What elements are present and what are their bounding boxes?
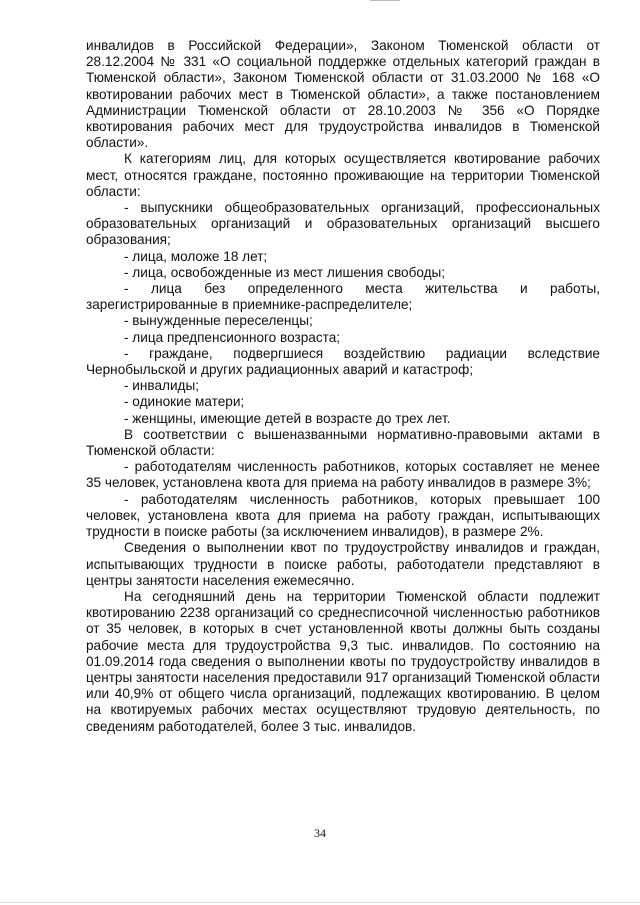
list-item-quota-disabled: - работодателям численность работников, которых составляет не менее 35 человек, установлена квота для приема на работу инвалидов в размере 3%;: [86, 459, 600, 491]
list-item: - лица, освобожденные из мест лишения свободы;: [124, 264, 446, 280]
list-item: - вынужденные переселенцы;: [124, 313, 313, 329]
paragraph-statistics: На сегодняшний день на территории Тюменской области подлежит квотированию 2238 организаций со среднесписочной численностью работников от 35 человек, в которых в счет установленной квоты должны быть созданы рабочие места для трудоустройства 9,3 тыс. инвалидов. По состоянию на 01.09.2014 года сведения о выполнении квоты по трудоустройству инвалидов в центры занятости населения предоставили 917 организаций Тюменской области или 40,9% от общего числа организаций, подлежащих квотированию. В целом на квотируемых рабочих местах осуществляют трудовую деятельность, по сведениям работодателей, более 3 тыс. инвалидов.: [86, 588, 600, 734]
paragraph-reporting: Сведения о выполнении квот по трудоустройству инвалидов и граждан, испытывающих трудности в поиске работы, работодатели представляют в центры занятости населения ежемесячно.: [86, 540, 600, 588]
list-item: - одинокие матери;: [124, 394, 245, 410]
list-item: - лица предпенсионного возраста;: [124, 329, 341, 345]
document-body: [86, 38, 600, 735]
list-item: - инвалиды;: [124, 378, 200, 394]
paragraph-categories-intro: К категориям лиц, для которых осуществляется квотирование рабочих мест, относятся граждане, постоянно проживающие на территории Тюменской области:: [86, 151, 600, 199]
page-number: 34: [314, 826, 326, 840]
paragraph-legal-references: инвалидов в Российской Федерации», Законом Тюменской области от 28.12.2004 № 331 «О социальной поддержке отдельных категорий граждан в Тюменской области», Законом Тюменской области от 31.03.2000 № 168 «О квотировании рабочих мест в Тюменской области», а также постановлением Администрации Тюменской области от 28.10.2003 № 356 «О Порядке квотирования рабочих мест для трудоустройства инвалидов в Тюменской области».: [86, 38, 600, 151]
scan-edge-mark: [370, 0, 400, 3]
list-item-quota-citizens: - работодателям численность работников, которых превышает 100 человек, установлена квота для приема на работу граждан, испытывающих трудности в поиске работы (за исключением инвалидов), в размере 2%.: [86, 491, 600, 540]
list-item: - выпускники общеобразовательных организаций, профессиональных образовательных организаций и образовательных организаций высшего образования;: [86, 200, 600, 248]
list-item: - лица без определенного места жительства и работы, зарегистрированные в приемнике-распределителе;: [86, 281, 600, 313]
list-item: - лица, моложе 18 лет;: [124, 248, 268, 264]
list-item: - граждане, подвергшиеся воздействию радиации вследствие Чернобыльской и других радиационных аварий и катастроф;: [86, 345, 600, 378]
paragraph-normative-acts: В соответствии с вышеназванными нормативно-правовыми актами в Тюменской области:: [86, 426, 600, 459]
list-item: - женщины, имеющие детей в возрасте до трех лет.: [124, 410, 451, 426]
